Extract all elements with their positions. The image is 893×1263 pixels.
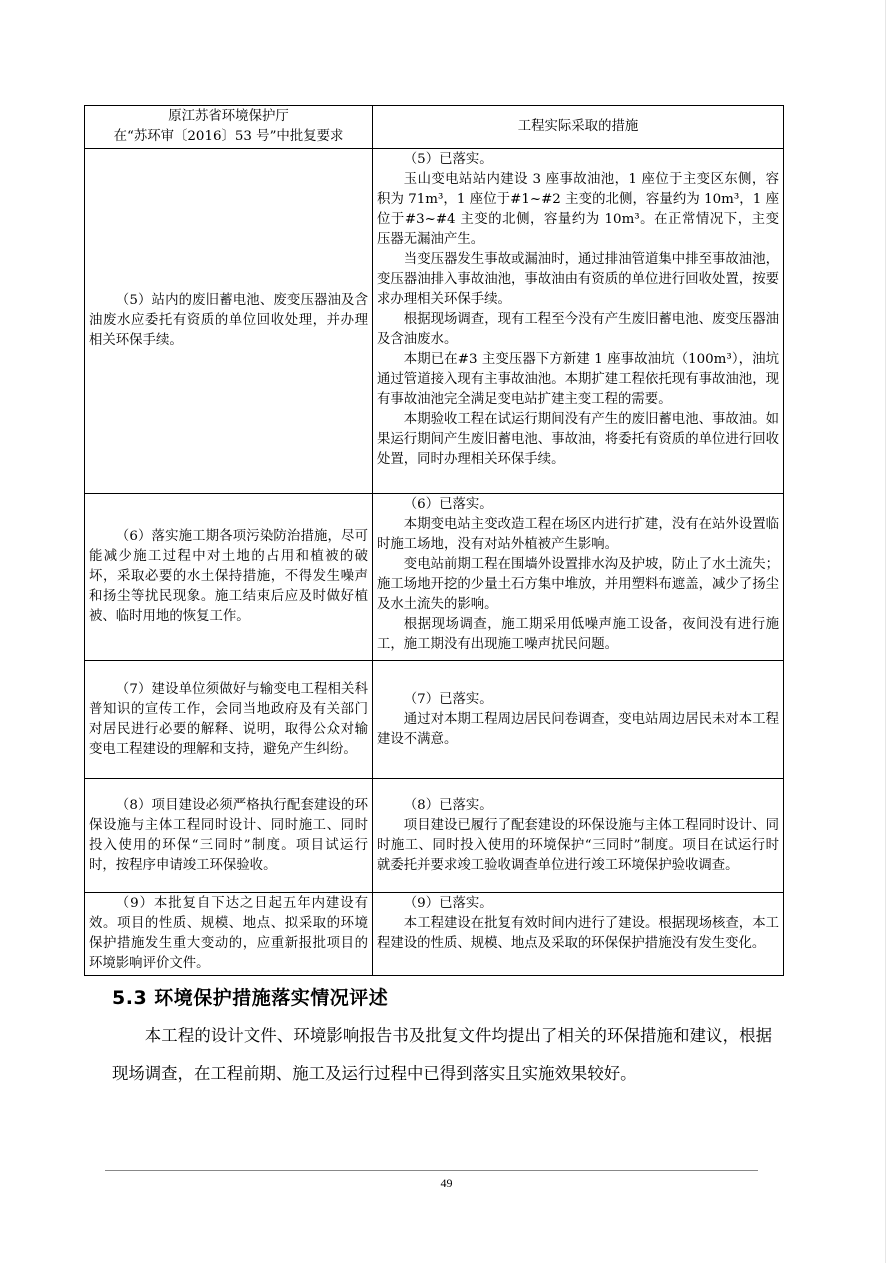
measure-text: 玉山变电站站内建设 3 座事故油池，1 座位于主变区东侧，容积为 71m³，1 座位于#1~#2 主变的北侧，容量约为 10m³，1 座位于#3~#4 主变的北侧，容量约为 10m³。在正常情况下，主变压器无漏油产生。 — [377, 172, 779, 247]
page-number: 49 — [440, 1176, 453, 1190]
requirement-cell — [85, 494, 373, 661]
measure-text: 本期变电站主变改造工程在场区内进行扩建，没有在站外设置临时施工场地，没有对站外植被产生影响。 — [377, 517, 779, 552]
measure-text: 变电站前期工程在围墙外设置排水沟及护坡，防止了水土流失；施工场地开挖的少量土石方集中堆放，并用塑料布遮盖，减少了扬尘及水土流失的影响。 — [377, 557, 779, 612]
table-row — [85, 661, 784, 779]
table-row — [85, 149, 784, 494]
header-left-line2: 在“苏环审〔2016〕53 号”中批复要求 — [113, 129, 344, 144]
section-heading: 5.3 环境保护措施落实情况评述 — [112, 987, 389, 1009]
measure-text: 本期验收工程在试运行期间没有产生的废旧蓄电池、事故油。如果运行期间产生废旧蓄电池、事故油，将委托有资质的单位进行回收处置，同时办理相关环保手续。 — [377, 412, 779, 467]
measure-status: （6）已落实。 — [403, 497, 493, 512]
measures-cell — [373, 149, 784, 494]
measures-cell — [373, 494, 784, 661]
measure-status: （8）已落实。 — [403, 797, 493, 813]
measure-text: 本工程建设在批复有效时间内进行了建设。根据现场核查，本工程建设的性质、规模、地点及采取的环保保护措施没有发生变化。 — [377, 916, 779, 951]
page-edge — [885, 0, 886, 1263]
table-row — [85, 893, 784, 976]
measure-status: （9）已落实。 — [403, 896, 493, 911]
measure-text: 项目建设已履行了配套建设的环保设施与主体工程同时设计、同时施工、同时投入使用的环境保护“三同时”制度。项目在试运行时就委托并要求竣工验收调查单位进行竣工环境保护验收调查。 — [377, 817, 779, 873]
requirement-text: （7）建设单位须做好与输变电工程相关科普知识的宣传工作，会同当地政府及有关部门对居民进行必要的解释、说明，取得公众对输变电工程建设的理解和支持，避免产生纠纷。 — [89, 681, 368, 757]
requirement-cell — [85, 661, 373, 779]
header-left-line1: 原江苏省环境保护厅 — [168, 109, 289, 124]
section-paragraph: 本工程的设计文件、环境影响报告书及批复文件均提出了相关的环保措施和建议，根据现场调查，在工程前期、施工及运行过程中已得到落实且实施效果较好。 — [112, 1026, 772, 1083]
requirement-cell — [85, 149, 373, 494]
measure-text: 通过对本期工程周边居民问卷调查，变电站周边居民未对本工程建设不满意。 — [377, 711, 779, 747]
approval-requirements-table — [84, 105, 784, 976]
measure-text: 当变压器发生事故或漏油时，通过排油管道集中排至事故油池，变压器油排入事故油池，事故油由有资质的单位进行回收处置，按要求办理相关环保手续。 — [377, 252, 779, 307]
requirement-cell — [85, 779, 373, 893]
table-header-row — [85, 106, 784, 149]
table-row — [85, 494, 784, 661]
measure-text: 根据现场调查，现有工程至今没有产生废旧蓄电池、废变压器油及含油废水。 — [377, 312, 779, 347]
measure-text: 根据现场调查，施工期采用低噪声施工设备，夜间没有进行施工，施工期没有出现施工噪声扰民问题。 — [377, 617, 779, 652]
measure-text: 本期已在#3 主变压器下方新建 1 座事故油坑（100m³），油坑通过管道接入现有主事故油池。本期扩建工程依托现有事故油池，现有事故油池完全满足变电站扩建主变工程的需要。 — [377, 352, 779, 407]
table-row — [85, 779, 784, 893]
measures-cell — [373, 779, 784, 893]
requirement-text: （6）落实施工期各项污染防治措施，尽可能减少施工过程中对土地的占用和植被的破坏，采取必要的水土保持措施，不得发生噪声和扬尘等扰民现象。施工结束后应及时做好植被、临时用地的恢复工作。 — [89, 529, 368, 624]
header-requirements — [85, 106, 373, 149]
measures-cell — [373, 661, 784, 779]
measures-cell — [373, 893, 784, 976]
footer-divider — [105, 1170, 758, 1171]
measure-status: （5）已落实。 — [403, 152, 493, 167]
requirement-cell — [85, 893, 373, 976]
measure-status: （7）已落实。 — [403, 691, 493, 707]
requirement-text: （8）项目建设必须严格执行配套建设的环保设施与主体工程同时设计、同时施工、同时投入使用的环保“三同时”制度。项目试运行时，按程序申请竣工环保验收。 — [89, 797, 368, 873]
requirement-text: （9）本批复自下达之日起五年内建设有效。项目的性质、规模、地点、拟采取的环境保护措施发生重大变动的，应重新报批项目的环境影响评价文件。 — [89, 896, 368, 971]
requirement-text: （5）站内的废旧蓄电池、废变压器油及含油废水应委托有资质的单位回收处理，并办理相关环保手续。 — [89, 293, 368, 348]
header-measures: 工程实际采取的措施 — [373, 106, 784, 149]
